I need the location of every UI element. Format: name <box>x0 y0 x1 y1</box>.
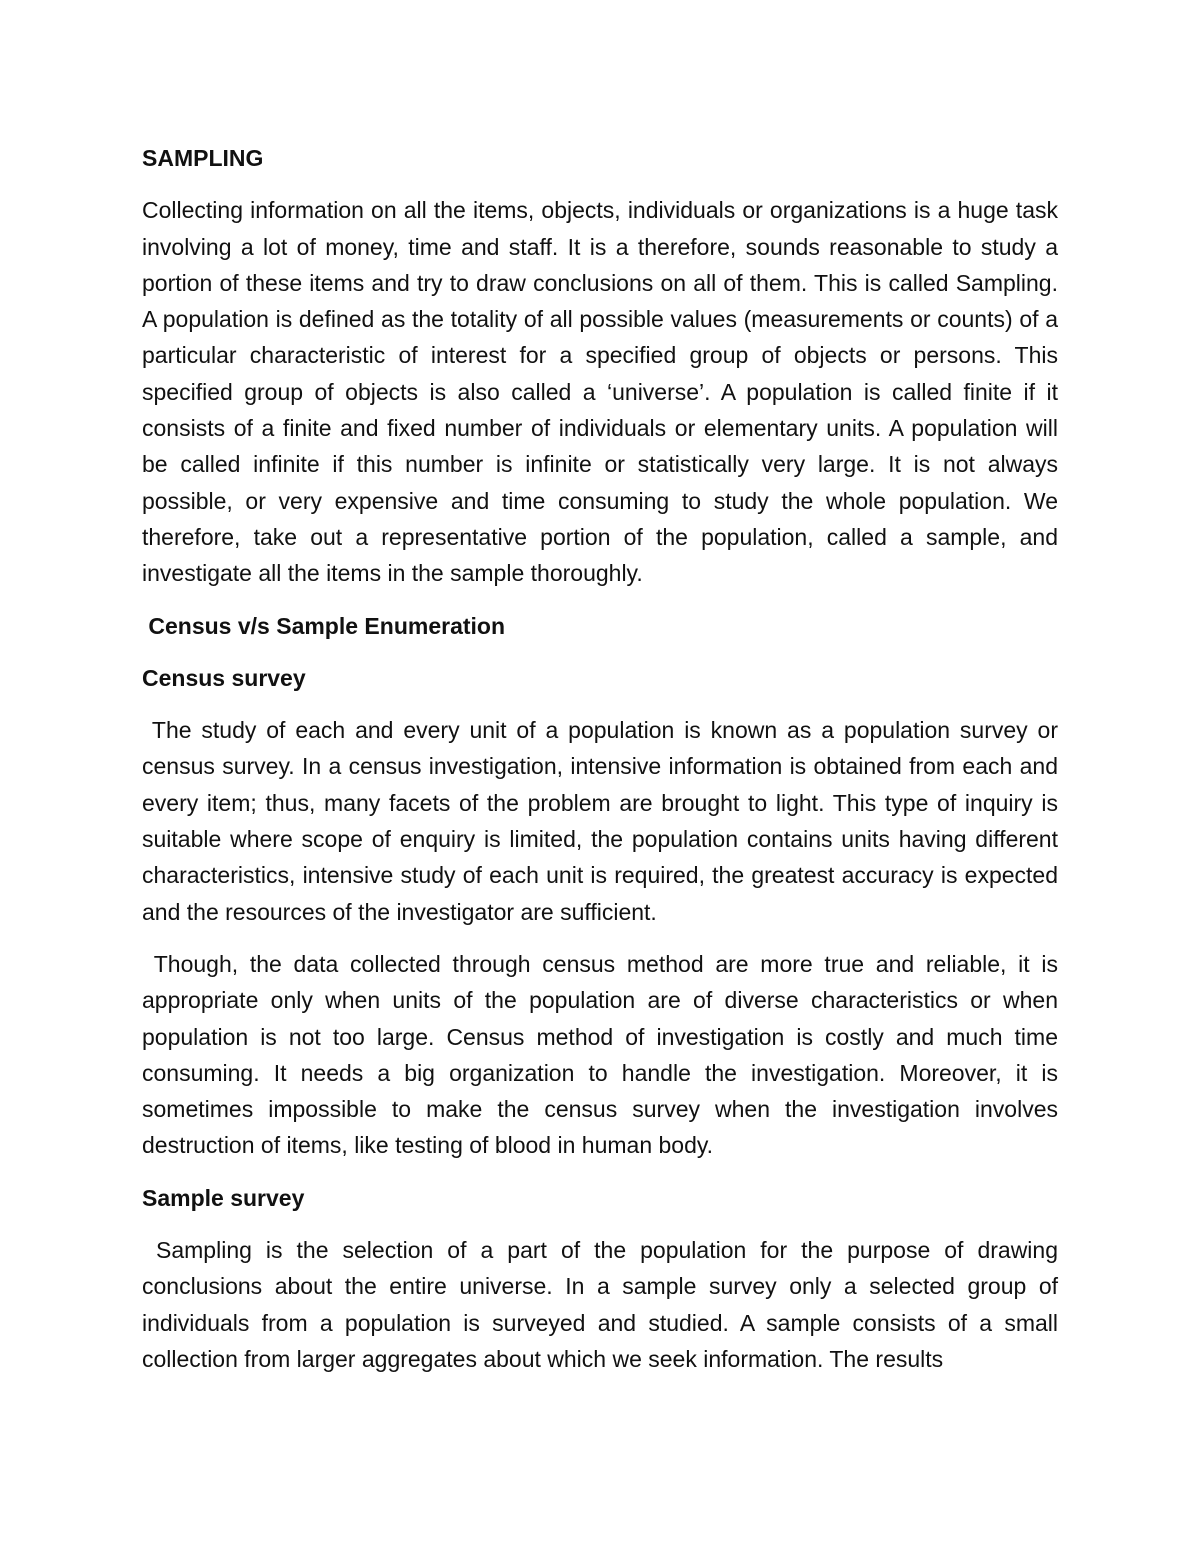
document-body <box>142 140 1065 1377</box>
census-paragraph-2: Though, the data collected through census method are more true and reliable, it is appropriate only when units of the population are of diverse characteristics or when population is not too large. Census method of investigation is costly and much time consuming. It needs a big organization to handle the investigation. Moreover, it is sometimes impossible to make the census survey when the investigation involves destruction of items, like testing of blood in human body. <box>142 950 1065 1159</box>
document-title: SAMPLING <box>142 145 264 171</box>
census-paragraph-1: The study of each and every unit of a population is known as a population survey or census survey. In a census investigation, intensive information is obtained from each and every item; thus, many facets of the problem are brought to light. This type of inquiry is suitable where scope of enquiry is limited, the population contains units having different characteristics, intensive study of each unit is required, the greatest accuracy is expected and the resources of the investigator are sufficient. <box>142 717 1065 925</box>
sample-paragraph-1: Sampling is the selection of a part of the population for the purpose of drawing conclusions about the entire universe. In a sample survey only a selected group of individuals from a population is surveyed and studied. A sample consists of a small collection from larger aggregates about which we seek information. The results <box>142 1237 1065 1372</box>
subheading-sample-survey: Sample survey <box>142 1184 305 1211</box>
intro-paragraph: Collecting information on all the items, objects, individuals or organizations is a huge task involving a lot of money, time and staff. It is a therefore, sounds reasonable to study a portion of these items and try to draw conclusions on all of them. This is called Sampling. A population is defined as the totality of all possible values (measurements or counts) of a particular characteristic of interest for a specified group of objects or persons. This specified group of objects is also called a ‘universe’. A population is called finite if it consists of a finite and fixed number of individuals or elementary units. A population will be called infinite if this number is infinite or statistically very large. It is not always possible, or very expensive and time consuming to study the whole population. We therefore, take out a representative portion of the population, called a sample, and investigate all the items in the sample thoroughly. <box>142 197 1058 587</box>
section-heading-census-vs-sample: Census v/s Sample Enumeration <box>142 612 506 639</box>
subheading-census-survey: Census survey <box>142 664 306 691</box>
